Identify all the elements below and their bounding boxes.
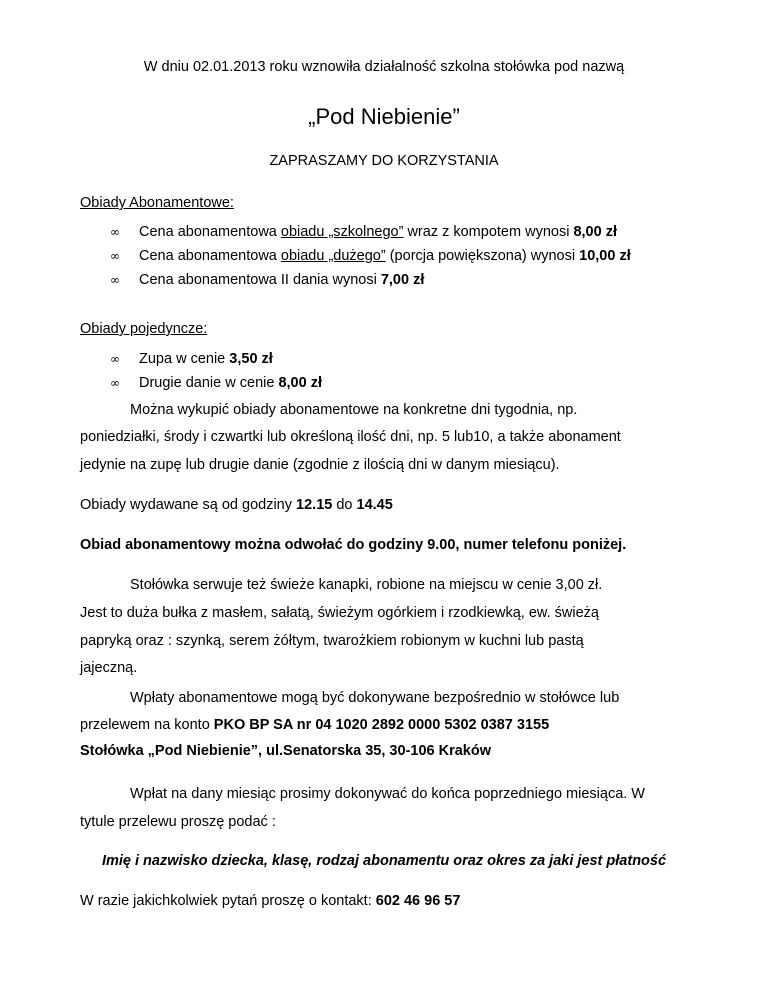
bank-account: PKO BP SA nr 04 1020 2892 0000 5302 0387 3155 [213, 717, 550, 733]
page-title: „Pod Niebienie” [308, 104, 460, 129]
list-item: ∞ Cena abonamentowa II dania wynosi 7,00 zł [110, 268, 631, 292]
para3-line2: tytule przelewu proszę podać : [80, 814, 276, 830]
bullet-icon: ∞ [110, 376, 120, 390]
para3-line1: Wpłat na dany miesiąc prosimy dokonywać do końca poprzedniego miesiąca. W [130, 786, 645, 802]
single-list [110, 347, 322, 395]
contact-text: W razie jakichkolwiek pytań proszę o kontakt: 602 46 96 57 [80, 893, 461, 909]
payment-address: Stołówka „Pod Niebienie”, ul.Senatorska 35, 30-106 Kraków [80, 743, 491, 759]
list-item: ∞ Drugie danie w cenie 8,00 zł [110, 371, 322, 395]
price: 3,50 zł [229, 351, 273, 367]
para2-line3: papryką oraz : szynką, serem żółtym, twarożkiem robionym w kuchni lub pastą [80, 633, 584, 649]
bullet-icon: ∞ [110, 273, 120, 287]
bullet-icon: ∞ [110, 352, 120, 366]
invite-text: ZAPRASZAMY DO KORZYSTANIA [269, 153, 499, 169]
single-heading: Obiady pojedyncze: [80, 321, 208, 337]
subscription-heading: Obiady Abonamentowe: [80, 195, 234, 211]
price: 10,00 zł [579, 248, 631, 264]
list-item: ∞ Cena abonamentowa obiadu „dużego” (porcja powiększona) wynosi 10,00 zł [110, 244, 631, 268]
price: 7,00 zł [380, 272, 425, 288]
price: 8,00 zł [278, 375, 322, 391]
list-item: ∞ Cena abonamentowa obiadu „szkolnego” wraz z kompotem wynosi 8,00 zł [110, 220, 631, 244]
hours-to: 14.45 [356, 497, 393, 513]
payment-line1: Wpłaty abonamentowe mogą być dokonywane bezpośrednio w stołówce lub [130, 690, 620, 706]
subscription-list [110, 220, 631, 292]
bullet-icon: ∞ [110, 225, 120, 239]
hours-from: 12.15 [296, 497, 333, 513]
bullet-icon: ∞ [110, 249, 120, 263]
list-item: ∞ Zupa w cenie 3,50 zł [110, 347, 322, 371]
transfer-title-text: Imię i nazwisko dziecka, klasę, rodzaj abonamentu oraz okres za jaki jest płatność [101, 853, 667, 869]
payment-line2: przelewem na konto PKO BP SA nr 04 1020 2892 0000 5302 0387 3155 [80, 717, 550, 733]
para1-line2: poniedziałki, środy i czwartki lub określoną ilość dni, np. 5 lub10, a także abonament [80, 429, 621, 445]
phone-number: 602 46 96 57 [375, 893, 461, 909]
para2-line1: Stołówka serwuje też świeże kanapki, robione na miejscu w cenie 3,00 zł. [130, 577, 603, 593]
hours-text: Obiady wydawane są od godziny 12.15 do 14.45 [80, 497, 393, 513]
para1-line3: jedynie na zupę lub drugie danie (zgodnie z ilością dni w danym miesiącu). [80, 457, 560, 473]
intro-text: W dniu 02.01.2013 roku wznowiła działalność szkolna stołówka pod nazwą [143, 59, 625, 75]
cancel-notice: Obiad abonamentowy można odwołać do godziny 9.00, numer telefonu poniżej. [80, 537, 627, 553]
para2-line4: jajeczną. [80, 660, 138, 676]
para1-line1: Można wykupić obiady abonamentowe na konkretne dni tygodnia, np. [130, 402, 578, 418]
para2-line2: Jest to duża bułka z masłem, sałatą, świeżym ogórkiem i rzodkiewką, ew. świeżą [80, 605, 599, 621]
price: 8,00 zł [573, 224, 617, 240]
